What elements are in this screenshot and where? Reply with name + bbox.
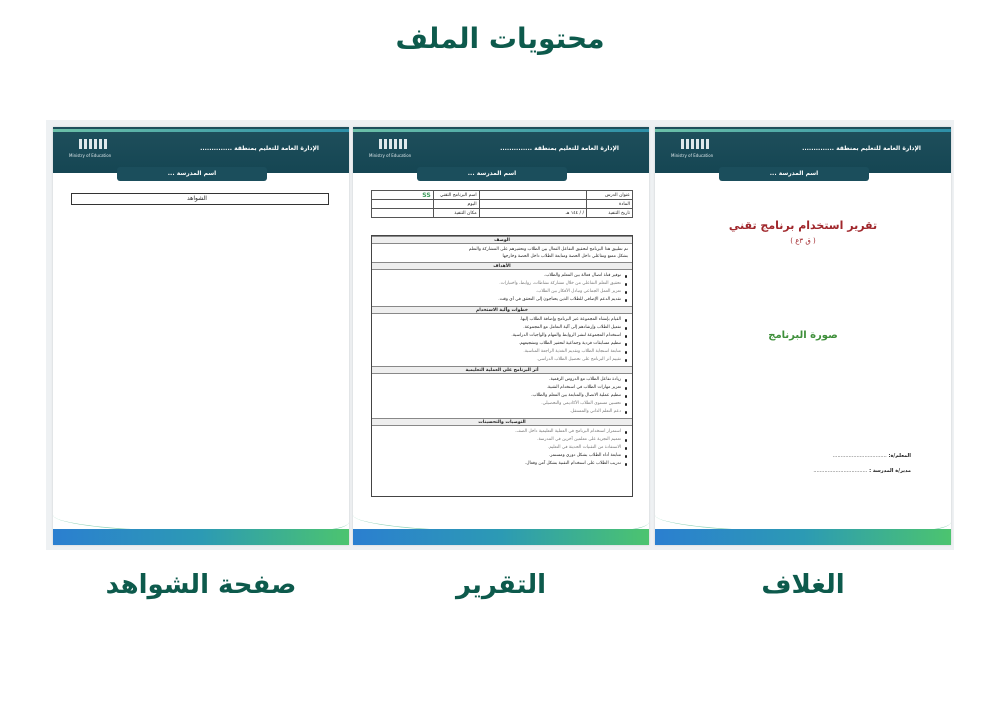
section-recommendations <box>372 426 632 470</box>
principal-dots: .................................. <box>813 468 868 474</box>
header-accent-line <box>353 129 649 132</box>
cover-subtitle: ( ق ٣ع ) <box>790 237 816 245</box>
teacher-label: المعلم/ة: <box>888 453 911 459</box>
teacher-signature-line <box>833 453 911 459</box>
section-steps <box>372 314 632 366</box>
list-item: دعم التعلم الذاتي والمستقل. <box>376 408 628 416</box>
report-content-box <box>371 235 633 497</box>
caption-evidence: صفحة الشواهد <box>105 570 297 600</box>
list-item: تحسين مستوى الطلاب الأكاديمي والتحصيلي. <box>376 400 628 408</box>
footer-bar <box>353 529 649 545</box>
school-name-tab: اسم المدرسة ... <box>417 167 567 181</box>
date-label: تاريخ التنفيذ <box>587 209 633 218</box>
list-item: تحقيق التعلم التفاعلي من خلال مشاركة نشاطات، روابط، واختبارات. <box>376 280 628 288</box>
list-item: تنظيم عملية الاتصال والمتابعة بين المعلم والطلاب. <box>376 392 628 400</box>
page-footer <box>53 515 349 545</box>
section-impact <box>372 374 632 418</box>
list-item: تعميم التجربة على معلمين آخرين في المدرسة. <box>376 436 628 444</box>
footer-bar <box>53 529 349 545</box>
evidence-box: الشواهد <box>71 193 329 205</box>
admin-text: الإدارة العامة للتعليم بمنطقة .............. <box>802 145 921 152</box>
place-value <box>372 209 434 218</box>
page-footer <box>655 515 951 545</box>
admin-text: الإدارة العامة للتعليم بمنطقة .............. <box>200 145 319 152</box>
program-label: اسم البرنامج التقني <box>433 191 479 200</box>
ministry-logo-icon <box>675 139 709 163</box>
list-item: متابعة استجابة الطلاب وتقديم التغذية الراجعة المناسبة. <box>376 348 628 356</box>
section-objectives-heading: الأهداف <box>372 262 632 270</box>
day-label: اليوم <box>433 200 479 209</box>
section-steps-heading: خطوات وآلية الاستخدام <box>372 306 632 314</box>
evidence-page-preview <box>53 127 349 545</box>
section-objectives <box>372 270 632 306</box>
day-value <box>372 200 434 209</box>
list-item: استمرار استخدام البرنامج في العملية التعليمية داخل الصف. <box>376 428 628 436</box>
place-label: مكان التنفيذ <box>433 209 479 218</box>
date-value: / / ١٤٤ هـ <box>479 209 586 218</box>
section-description-heading: الوصف <box>372 236 632 244</box>
header-accent-line <box>655 129 951 132</box>
logo-text: Ministry of Education <box>369 153 412 158</box>
caption-report: التقرير <box>455 570 547 600</box>
info-table <box>371 190 633 218</box>
school-name-tab: اسم المدرسة ... <box>719 167 869 181</box>
list-item: استخدام المجموعة لنشر الروابط والمهام والواجبات الدراسية. <box>376 332 628 340</box>
ministry-logo-icon <box>73 139 107 163</box>
list-item: تنظيم مسابقات فردية وجماعية لتحفيز الطلاب وتشجيعهم. <box>376 340 628 348</box>
list-item: تعزيز مهارات الطلاب في استخدام التقنية. <box>376 384 628 392</box>
list-item: متابعة أداء الطلاب بشكل دوري ومستمر. <box>376 452 628 460</box>
subject-label: المادة <box>587 200 633 209</box>
cover-title: تقرير استخدام برنامج تقني <box>728 219 878 232</box>
report-page-preview <box>353 127 649 545</box>
page-footer <box>353 515 649 545</box>
logo-text: Ministry of Education <box>69 153 112 158</box>
section-description <box>372 244 632 262</box>
cover-page-preview <box>655 127 951 545</box>
description-line: بشكل ممتع وتفاعلي داخل الحصة ومتابعة الطلاب داخل الحصة وخارجها <box>502 254 628 259</box>
list-item: زيادة تفاعل الطلاب مع الدروس الرقمية. <box>376 376 628 384</box>
section-recommendations-heading: التوصيات والتحسينات <box>372 418 632 426</box>
list-item: تدريب الطلاب على استخدام التقنية بشكل آمن وفعال. <box>376 460 628 468</box>
school-name-tab: اسم المدرسة ... <box>117 167 267 181</box>
ministry-logo-icon <box>373 139 407 163</box>
page-title: محتويات الملف <box>395 22 605 55</box>
list-item: تقييم أثر البرنامج على تحصيل الطلاب الدراسي. <box>376 356 628 364</box>
list-item: تقديم الدعم الإضافي للطلاب الذين يحتاجون إلى التحقق في أي وقت. <box>376 296 628 304</box>
principal-label: مدير/ة المدرسة : <box>869 468 911 474</box>
header-accent-line <box>53 129 349 132</box>
logo-text: Ministry of Education <box>671 153 714 158</box>
list-item: الاستفادة من التقنيات الحديثة في التعليم. <box>376 444 628 452</box>
list-item: القيام بإنشاء المجموعة عبر البرنامج وإضافة الطلاب إليها. <box>376 316 628 324</box>
program-image-label: صورة البرنامج <box>768 330 838 341</box>
lesson-value <box>479 191 586 200</box>
description-line: تم تطبيق هذا البرنامج لتحقيق التفاعل الفعال بين الطلاب وتحفيزهم على المشاركة والتعلم <box>468 247 628 252</box>
program-value: SS <box>372 191 434 200</box>
principal-signature-line <box>813 468 911 474</box>
caption-cover: الغلاف <box>761 570 845 600</box>
footer-bar <box>655 529 951 545</box>
list-item: تعزيز العمل الجماعي وتبادل الأفكار بين الطلاب. <box>376 288 628 296</box>
section-impact-heading: أثر البرنامج على العملية التعليمية <box>372 366 632 374</box>
admin-text: الإدارة العامة للتعليم بمنطقة .............. <box>500 145 619 152</box>
list-item: توفير قناة اتصال فعالة بين المعلم والطلاب. <box>376 272 628 280</box>
subject-value <box>479 200 586 209</box>
list-item: تفعيل الطلاب وإرشادهم إلى آلية التعامل مع المجموعة. <box>376 324 628 332</box>
teacher-dots: .................................. <box>832 453 887 459</box>
lesson-label: عنوان الدرس <box>587 191 633 200</box>
